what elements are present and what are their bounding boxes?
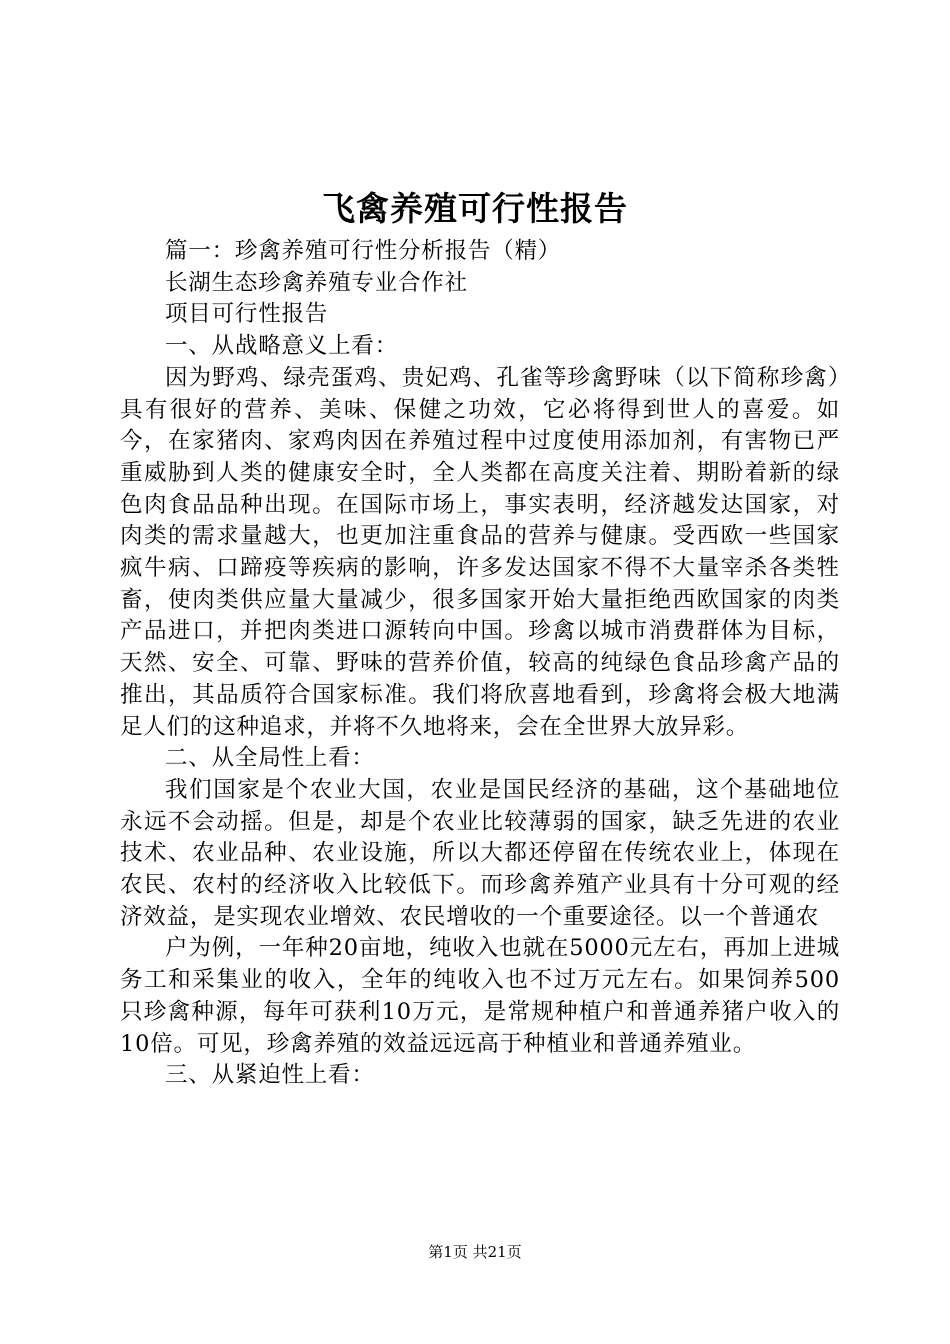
paragraph-heading-chapter: 篇一：珍禽养殖可行性分析报告（精） [165,238,562,264]
document-title: 飞禽养殖可行性报告 [322,189,628,228]
paragraph-report-name: 项目可行性报告 [165,301,329,328]
paragraph-section-2-body-continued: 户为例，一年种20亩地，纯收入也就在5000元左右，再加上进城务工和采集业的收入，全年的纯收入也不过万元左右。如果饲养500只珍禽种源，每年可获利10万元，是常规种植户和普通养猪户收入的10倍。可见，珍禽养殖的效益远远高于种植业和普通养殖业。 [120,935,840,1057]
page-number-footer: 第1页 共21页 [428,1243,522,1261]
paragraph-section-1-body: 因为野鸡、绿壳蛋鸡、贵妃鸡、孔雀等珍禽野味（以下简称珍禽）具有很好的营养、美味、保健之功效，它必将得到世人的喜爱。如今，在家猪肉、家鸡肉因在养殖过程中过度使用添加剂，有害物已严重威胁到人类的健康安全时，全人类都在高度关注着、期盼着新的绿色肉食品品种出现。在国际市场上，事实表明，经济越发达国家，对肉类的需求量越大，也更加注重食品的营养与健康。受西欧一些国家疯牛病、口蹄疫等疾病的影响，许多发达国家不得不大量宰杀各类牲畜，使肉类供应量大量减少，很多国家开始大量拒绝西欧国家的肉类产品进口，并把肉类进口源转向中国。珍禽以城市消费群体为目标，天然、安全、可靠、野味的营养价值，较高的纯绿色食品珍禽产品的推出，其品质符合国家标准。我们将欣喜地看到，珍禽将会极大地满足人们的这种追求，并将不久地将来，会在全世界大放异彩。 [120,364,840,740]
paragraph-section-2-heading: 二、从全局性上看： [165,745,375,772]
paragraph-organization: 长湖生态珍禽养殖专业合作社 [165,269,468,296]
paragraph-section-1-heading: 一、从战略意义上看： [165,333,399,360]
paragraph-section-2-body: 我们国家是个农业大国，农业是国民经济的基础，这个基础地位永远不会动摇。但是，却是个农业比较薄弱的国家，缺乏先进的农业技术、农业品种、农业设施，所以大都还停留在传统农业上，体现在农民、农村的经济收入比较低下。而珍禽养殖产业具有十分可观的经济效益，是实现农业增效、农民增收的一个重要途径。以一个普通农 [120,776,840,930]
document-body [120,236,840,1092]
paragraph-section-3-heading: 三、从紧迫性上看： [165,1062,375,1089]
